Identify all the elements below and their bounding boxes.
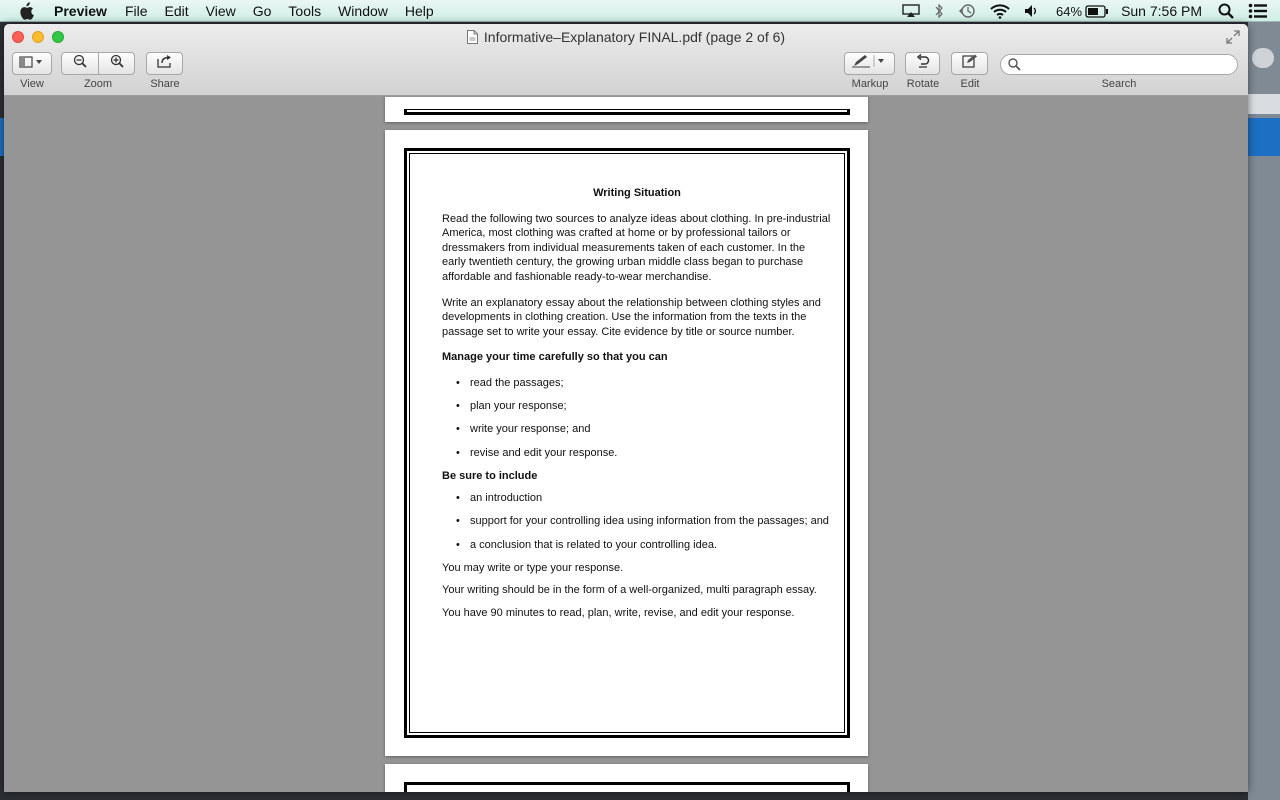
markup-pen-icon	[850, 54, 890, 73]
paragraph-intro: Read the following two sources to analyze ideas about clothing. In pre-industrial America, most clothing was crafted at home or by professional tailors or dressmakers from individual measurements taken of each customer. In the early twentieth century, the growing urban middle class began to purchase affordable and fashionable ready-to-wear merchandise.	[442, 212, 831, 283]
manage-time-heading: Manage your time carefully so that you can	[442, 351, 668, 364]
battery-percentage[interactable]: 64%	[1056, 3, 1083, 19]
menu-view[interactable]: View	[205, 2, 236, 19]
paragraph-task: Write an explanatory essay about the relationship between clothing styles and developments in clothing creation. Use the information from the texts in the passage set to write your essay. Cite evidence by title or source number.	[442, 296, 821, 338]
rotate-button[interactable]	[905, 52, 940, 75]
edit-toolbar-icon	[962, 54, 978, 73]
search-icon	[1008, 58, 1021, 76]
pdf-page-3	[385, 764, 868, 792]
list-item: • plan your response;	[456, 399, 832, 414]
spotlight-icon[interactable]	[1218, 3, 1234, 19]
list-item: • write your response; and	[456, 422, 832, 437]
window-title	[4, 29, 1248, 47]
share-button[interactable]	[146, 52, 183, 75]
menu-window[interactable]: Window	[338, 2, 388, 19]
rotate-icon	[916, 54, 930, 73]
background-window	[1248, 22, 1280, 800]
edit-button[interactable]	[951, 52, 988, 75]
menu-bar	[0, 0, 1280, 22]
volume-icon[interactable]	[1024, 4, 1040, 18]
include-list	[456, 491, 832, 552]
menu-edit[interactable]: Edit	[164, 2, 189, 19]
response-format-note: You may write or type your response.	[442, 561, 624, 574]
sidebar-view-icon	[19, 55, 45, 73]
share-label: Share	[150, 78, 180, 90]
zoom-in-icon	[110, 54, 124, 73]
list-item: • a conclusion that is related to your controlling idea.	[456, 538, 832, 553]
menu-file[interactable]: File	[124, 2, 148, 19]
background-scroll-control	[1252, 48, 1274, 68]
menu-help[interactable]: Help	[404, 2, 434, 19]
title-bar	[4, 24, 1248, 96]
menu-tools[interactable]: Tools	[288, 2, 322, 19]
include-heading: Be sure to include	[442, 469, 538, 482]
page-border	[404, 782, 850, 792]
markup-button[interactable]	[844, 52, 895, 75]
time-machine-icon[interactable]	[958, 3, 976, 19]
menu-clock[interactable]: Sun 7:56 PM	[1121, 3, 1202, 19]
edit-label: Edit	[960, 78, 980, 90]
bluetooth-icon[interactable]	[934, 3, 944, 19]
search-input[interactable]	[1025, 57, 1230, 72]
fullscreen-icon[interactable]	[1226, 30, 1240, 49]
share-icon	[156, 54, 174, 73]
list-item: • read the passages;	[456, 376, 832, 391]
rotate-label: Rotate	[906, 78, 940, 90]
search-label: Search	[1101, 78, 1137, 90]
menu-app-name[interactable]: Preview	[54, 2, 107, 19]
zoom-label: Zoom	[83, 78, 113, 90]
zoom-out-icon	[73, 54, 87, 73]
essay-form-note: Your writing should be in the form of a well-organized, multi paragraph essay.	[442, 584, 817, 597]
pdf-page-2	[385, 130, 868, 756]
zoom-out-button[interactable]	[62, 53, 98, 74]
search-field[interactable]	[1000, 54, 1238, 75]
markup-label: Markup	[851, 78, 889, 90]
list-item: • revise and edit your response.	[456, 446, 832, 461]
wifi-icon[interactable]	[990, 4, 1010, 19]
zoom-control	[61, 52, 135, 75]
apple-icon[interactable]	[18, 2, 36, 20]
list-item: • an introduction	[456, 491, 832, 506]
pdf-document-icon	[467, 30, 478, 47]
document-view[interactable]	[4, 97, 1248, 792]
battery-icon[interactable]	[1085, 5, 1109, 18]
airplay-icon[interactable]	[902, 4, 920, 18]
preview-window	[4, 24, 1248, 792]
pdf-page-1	[385, 97, 868, 122]
menu-go[interactable]: Go	[252, 2, 272, 19]
page-border	[404, 109, 850, 115]
time-limit-note: You have 90 minutes to read, plan, write, revise, and edit your response.	[442, 607, 795, 620]
manage-time-list	[456, 376, 832, 460]
notification-center-icon[interactable]	[1248, 3, 1268, 19]
zoom-in-button[interactable]	[98, 53, 134, 74]
list-item: • support for your controlling idea using information from the passages; and	[456, 514, 832, 529]
view-label: View	[20, 78, 44, 90]
background-toolbar	[1248, 94, 1280, 114]
window-title-text: Informative–Explanatory FINAL.pdf (page 2 of 6)	[483, 29, 786, 45]
background-highlight	[1248, 118, 1280, 156]
view-button[interactable]	[12, 52, 52, 75]
page-heading: Writing Situation	[593, 187, 681, 199]
page-content	[442, 186, 832, 629]
